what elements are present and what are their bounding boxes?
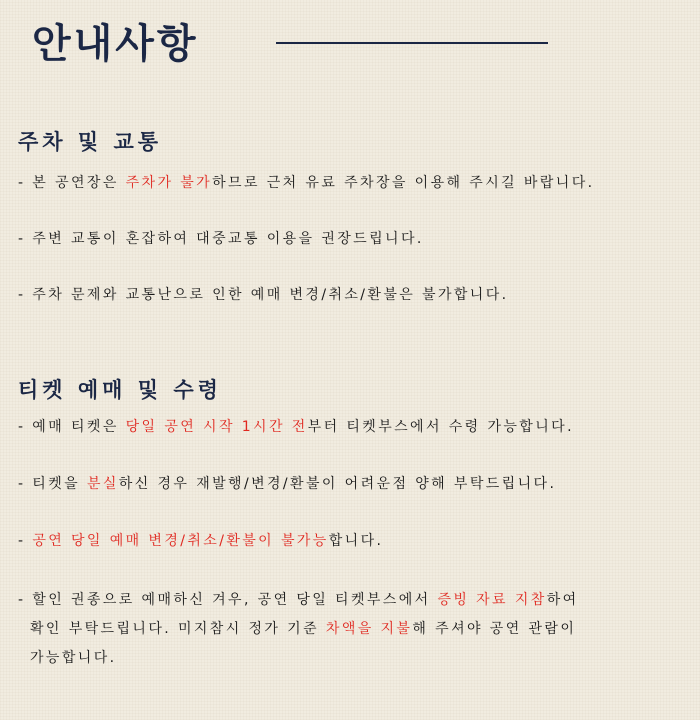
notice-highlight: 증빙 자료 지참 — [437, 592, 547, 608]
notice-text: 하여 — [546, 592, 579, 608]
notice-text: - 할인 권종으로 예매하신 겨우, 공연 당일 티켓부스에서 — [18, 592, 438, 608]
title-divider — [276, 42, 548, 44]
notice-highlight: 차액을 지불 — [325, 621, 413, 637]
notice-text: 합니다. — [328, 533, 384, 549]
notice-text: 확인 부탁드립니다. 미지참시 정가 기준 — [30, 621, 326, 637]
notice-text: - 본 공연장은 — [18, 175, 126, 191]
notice-text: 가능합니다. — [30, 650, 117, 666]
notice-line — [30, 616, 692, 642]
section-title-parking: 주차 및 교통 — [18, 129, 163, 154]
notice-text: 하므로 근처 유료 주차장을 이용해 주시길 바랍니다. — [212, 175, 595, 191]
notice-highlight: 공연 당일 예매 변경/취소/환불이 불가능 — [32, 533, 329, 549]
notice-line — [18, 471, 692, 497]
notice-text: - 티켓을 — [18, 476, 87, 492]
notice-line — [18, 226, 692, 252]
section-title-ticket: 티켓 예매 및 수령 — [18, 377, 222, 402]
notice-text: - 예매 티켓은 — [18, 419, 126, 435]
notice-text: - — [18, 533, 33, 549]
notice-text: 하신 경우 재발행/변경/환불이 어려운점 양해 부탁드립니다. — [118, 476, 557, 492]
notice-line — [30, 645, 692, 671]
notice-text: 부터 티켓부스에서 수령 가능합니다. — [307, 419, 574, 435]
notice-line — [18, 587, 692, 613]
notice-text: - 주변 교통이 혼잡하여 대중교통 이용을 권장드립니다. — [18, 231, 424, 247]
notice-line — [18, 170, 692, 196]
notice-line — [18, 528, 692, 554]
notice-highlight: 당일 공연 시작 1시간 전 — [125, 419, 308, 435]
notice-highlight: 분실 — [86, 476, 119, 492]
notice-text: 해 주셔야 공연 관람이 — [412, 621, 577, 637]
notice-text: - 주차 문제와 교통난으로 인한 예매 변경/취소/환불은 불가합니다. — [18, 287, 509, 303]
notice-line — [18, 282, 692, 308]
notice-highlight: 주차가 불가 — [125, 175, 213, 191]
notice-line — [18, 414, 692, 440]
page-title: 안내사항 — [32, 20, 199, 67]
